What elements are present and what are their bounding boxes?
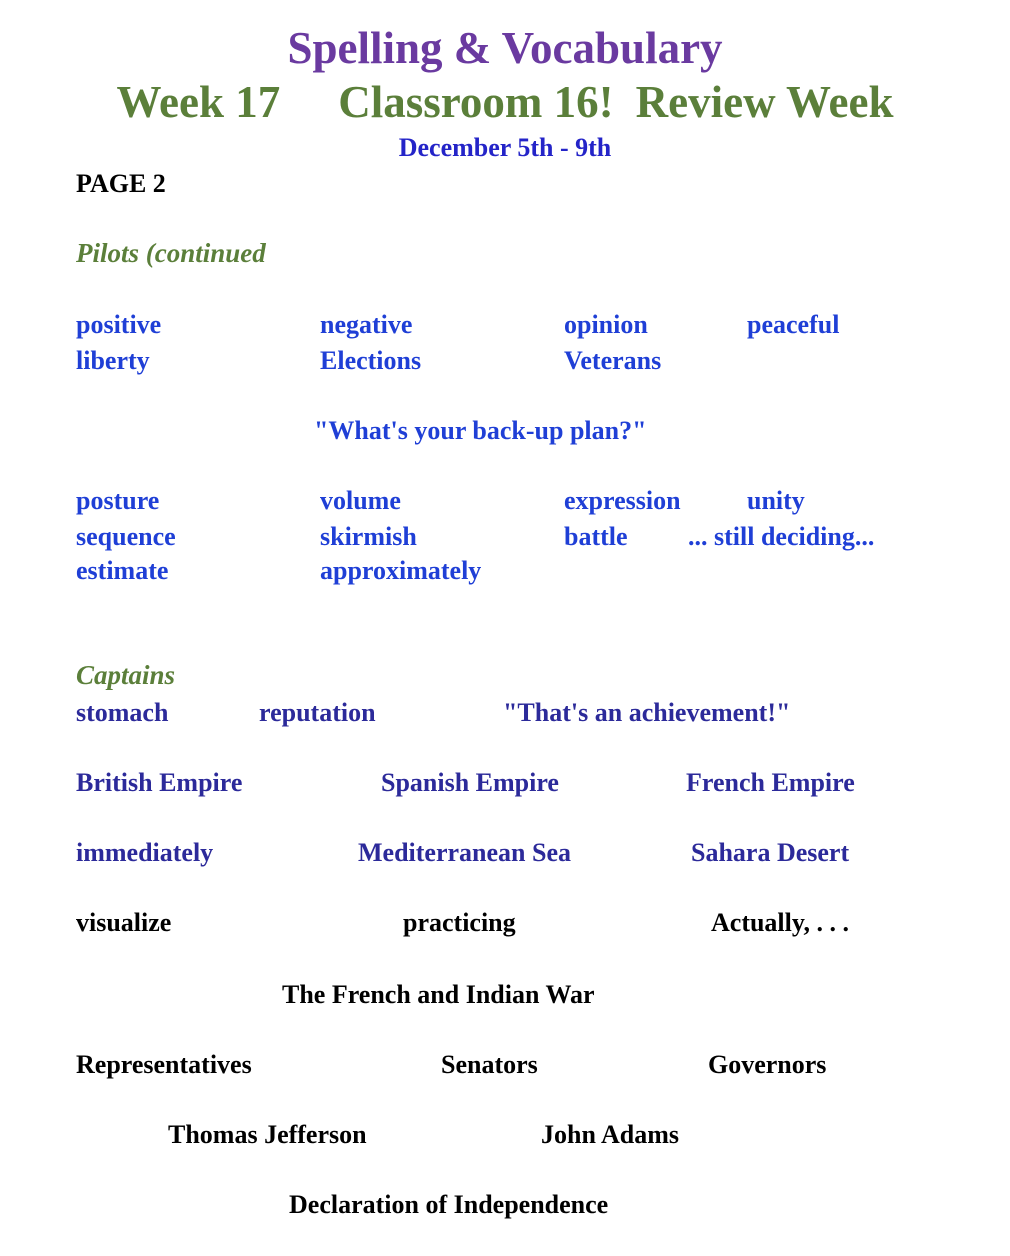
word-estimate: estimate xyxy=(76,556,169,585)
section-heading-captains: Captains xyxy=(76,660,176,690)
classroom-label: Classroom 16! xyxy=(338,77,614,127)
word-peaceful: peaceful xyxy=(747,310,840,339)
term-sahara-desert: Sahara Desert xyxy=(691,838,850,867)
word-volume: volume xyxy=(320,486,401,515)
section-heading-pilots: Pilots (continued xyxy=(76,238,266,268)
term-british-empire: British Empire xyxy=(76,768,243,797)
word-opinion: opinion xyxy=(564,310,648,339)
name-john-adams: John Adams xyxy=(541,1120,679,1149)
word-sequence: sequence xyxy=(76,522,176,551)
word-elections: Elections xyxy=(320,346,422,375)
word-battle: battle xyxy=(564,522,628,551)
week-label: Week 17 xyxy=(116,77,281,127)
word-negative: negative xyxy=(320,310,413,339)
phrase-achievement: "That's an achievement!" xyxy=(503,698,791,727)
word-posture: posture xyxy=(76,486,160,515)
term-declaration-of-independence: Declaration of Independence xyxy=(289,1190,609,1219)
review-week-label: Review Week xyxy=(635,77,894,127)
word-actually: Actually, . . . xyxy=(711,908,849,937)
page-subtitle xyxy=(0,77,1010,127)
word-senators: Senators xyxy=(441,1050,538,1079)
word-immediately: immediately xyxy=(76,838,214,867)
page-title: Spelling & Vocabulary xyxy=(287,23,723,73)
word-governors: Governors xyxy=(708,1050,827,1079)
word-visualize: visualize xyxy=(76,908,172,937)
phrase-back-up-plan: "What's your back-up plan?" xyxy=(314,416,647,445)
word-representatives: Representatives xyxy=(76,1050,252,1079)
word-expression: expression xyxy=(564,486,681,515)
word-approximately: approximately xyxy=(320,556,482,585)
date-range: December 5th - 9th xyxy=(398,133,612,162)
word-veterans: Veterans xyxy=(564,346,662,375)
word-unity: unity xyxy=(747,486,805,515)
page-label: PAGE 2 xyxy=(76,169,166,198)
word-reputation: reputation xyxy=(259,698,376,727)
term-mediterranean-sea: Mediterranean Sea xyxy=(358,838,572,867)
term-french-empire: French Empire xyxy=(686,768,855,797)
word-positive: positive xyxy=(76,310,162,339)
term-spanish-empire: Spanish Empire xyxy=(381,768,559,797)
word-liberty: liberty xyxy=(76,346,150,375)
note-still-deciding: ... still deciding... xyxy=(688,522,875,551)
term-french-and-indian-war: The French and Indian War xyxy=(282,980,595,1009)
word-practicing: practicing xyxy=(403,908,516,937)
word-stomach: stomach xyxy=(76,698,169,727)
word-skirmish: skirmish xyxy=(320,522,417,551)
name-thomas-jefferson: Thomas Jefferson xyxy=(168,1120,367,1149)
